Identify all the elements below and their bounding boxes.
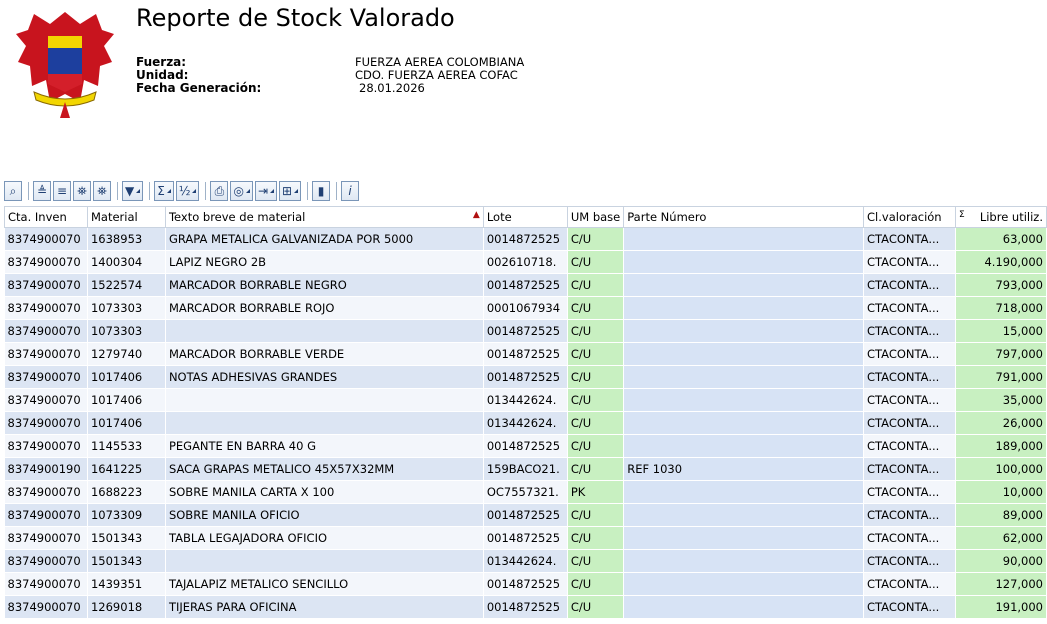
toolbar-separator — [28, 182, 29, 200]
cell-cl-valoracion[interactable]: CTACONTA... — [864, 366, 956, 389]
cell-lote[interactable]: 002610718. — [483, 251, 567, 274]
cell-cta-inven[interactable]: 8374900070 — [5, 527, 88, 550]
cell-material[interactable]: 1073303 — [87, 320, 165, 343]
cell-lote[interactable]: 0014872525 — [483, 343, 567, 366]
cell-libre-utiliz[interactable]: 4.190,000 — [955, 251, 1046, 274]
cell-um-base[interactable]: C/U — [567, 366, 623, 389]
cell-lote[interactable]: OC7557321. — [483, 481, 567, 504]
table-row[interactable] — [5, 297, 1047, 320]
cell-cl-valoracion[interactable]: CTACONTA... — [864, 228, 956, 251]
cell-um-base[interactable]: C/U — [567, 412, 623, 435]
table-row[interactable] — [5, 504, 1047, 527]
cell-material[interactable]: 1501343 — [87, 550, 165, 573]
sum-icon[interactable]: Σ — [154, 181, 174, 201]
table-row[interactable] — [5, 550, 1047, 573]
table-row[interactable] — [5, 274, 1047, 297]
report-title: Reporte de Stock Valorado — [136, 4, 455, 32]
cell-um-base[interactable]: C/U — [567, 389, 623, 412]
cell-lote[interactable]: 0014872525 — [483, 435, 567, 458]
table-row[interactable] — [5, 389, 1047, 412]
toolbar-separator — [117, 182, 118, 200]
cell-lote[interactable]: 013442624. — [483, 550, 567, 573]
cell-um-base[interactable]: C/U — [567, 596, 623, 619]
cell-cta-inven[interactable]: 8374900190 — [5, 458, 88, 481]
cell-cl-valoracion[interactable]: CTACONTA... — [864, 343, 956, 366]
cell-um-base[interactable]: C/U — [567, 343, 623, 366]
cell-parte-numero[interactable] — [624, 389, 864, 412]
cell-cta-inven[interactable]: 8374900070 — [5, 573, 88, 596]
cell-material[interactable]: 1073303 — [87, 297, 165, 320]
cell-lote[interactable]: 0014872525 — [483, 366, 567, 389]
cell-parte-numero[interactable] — [624, 297, 864, 320]
cell-parte-numero[interactable] — [624, 527, 864, 550]
chart-icon[interactable]: ▮ — [312, 181, 330, 201]
table-row[interactable] — [5, 435, 1047, 458]
cell-cta-inven[interactable]: 8374900070 — [5, 366, 88, 389]
cell-cta-inven[interactable]: 8374900070 — [5, 481, 88, 504]
toolbar-separator — [149, 182, 150, 200]
table-row[interactable] — [5, 366, 1047, 389]
table-row[interactable] — [5, 343, 1047, 366]
cell-texto-breve[interactable] — [165, 320, 483, 343]
cell-texto-breve[interactable] — [165, 389, 483, 412]
cell-lote[interactable]: 0001067934 — [483, 297, 567, 320]
meta-row-fecha — [136, 82, 524, 95]
col-parte-numero[interactable]: Parte Número — [624, 207, 864, 228]
stock-table — [4, 206, 1047, 619]
report-header — [0, 0, 1047, 175]
cell-libre-utiliz[interactable]: 62,000 — [955, 527, 1046, 550]
cell-cl-valoracion[interactable]: CTACONTA... — [864, 389, 956, 412]
filter-icon[interactable]: ▼ — [122, 181, 143, 201]
cell-lote[interactable]: 159BACO21. — [483, 458, 567, 481]
col-texto-breve-label: Texto breve de material — [168, 210, 306, 224]
toolbar-separator — [336, 182, 337, 200]
cell-material[interactable]: 1641225 — [87, 458, 165, 481]
table-row[interactable] — [5, 596, 1047, 619]
cell-cta-inven[interactable]: 8374900070 — [5, 435, 88, 458]
cell-libre-utiliz[interactable]: 15,000 — [955, 320, 1046, 343]
meta-label: Fuerza: — [136, 55, 187, 69]
cell-cta-inven[interactable]: 8374900070 — [5, 320, 88, 343]
alv-toolbar — [4, 178, 1044, 204]
col-lote[interactable]: Lote — [483, 207, 567, 228]
info-icon[interactable]: i — [341, 181, 359, 201]
cell-material[interactable]: 1400304 — [87, 251, 165, 274]
details-icon[interactable]: ⌕ — [4, 181, 22, 201]
table-body — [5, 228, 1047, 619]
cell-libre-utiliz[interactable]: 100,000 — [955, 458, 1046, 481]
cell-lote[interactable]: 0014872525 — [483, 504, 567, 527]
cell-cta-inven[interactable]: 8374900070 — [5, 251, 88, 274]
cell-libre-utiliz[interactable]: 797,000 — [955, 343, 1046, 366]
cell-um-base[interactable]: C/U — [567, 251, 623, 274]
cell-libre-utiliz[interactable]: 127,000 — [955, 573, 1046, 596]
cell-libre-utiliz[interactable]: 793,000 — [955, 274, 1046, 297]
cell-libre-utiliz[interactable]: 26,000 — [955, 412, 1046, 435]
cell-material[interactable]: 1017406 — [87, 412, 165, 435]
cell-cl-valoracion[interactable]: CTACONTA... — [864, 458, 956, 481]
cell-cta-inven[interactable]: 8374900070 — [5, 228, 88, 251]
cell-libre-utiliz[interactable]: 10,000 — [955, 481, 1046, 504]
cell-parte-numero[interactable] — [624, 412, 864, 435]
sort-ascending-indicator-icon: ▲ — [472, 210, 480, 220]
cell-texto-breve[interactable]: TIJERAS PARA OFICINA — [165, 596, 483, 619]
cell-material[interactable]: 1145533 — [87, 435, 165, 458]
cell-cl-valoracion[interactable]: CTACONTA... — [864, 481, 956, 504]
cell-um-base[interactable]: C/U — [567, 435, 623, 458]
cell-material[interactable]: 1501343 — [87, 527, 165, 550]
cell-cta-inven[interactable]: 8374900070 — [5, 504, 88, 527]
cell-parte-numero[interactable] — [624, 504, 864, 527]
cell-parte-numero[interactable] — [624, 320, 864, 343]
table-header-row — [5, 207, 1047, 228]
cell-cta-inven[interactable]: 8374900070 — [5, 389, 88, 412]
cell-texto-breve[interactable] — [165, 412, 483, 435]
air-force-crest-logo — [10, 6, 120, 124]
cell-libre-utiliz[interactable]: 35,000 — [955, 389, 1046, 412]
meta-value: CDO. FUERZA AEREA COFAC — [355, 68, 518, 82]
cell-material[interactable]: 1279740 — [87, 343, 165, 366]
cell-libre-utiliz[interactable]: 791,000 — [955, 366, 1046, 389]
cell-parte-numero[interactable] — [624, 228, 864, 251]
cell-lote[interactable]: 0014872525 — [483, 228, 567, 251]
cell-lote[interactable]: 0014872525 — [483, 527, 567, 550]
cell-libre-utiliz[interactable]: 718,000 — [955, 297, 1046, 320]
cell-cl-valoracion[interactable]: CTACONTA... — [864, 251, 956, 274]
cell-parte-numero[interactable] — [624, 596, 864, 619]
cell-um-base[interactable]: C/U — [567, 504, 623, 527]
meta-value: 28.01.2026 — [359, 81, 425, 95]
cell-parte-numero[interactable] — [624, 435, 864, 458]
cell-material[interactable]: 1017406 — [87, 366, 165, 389]
cell-texto-breve[interactable]: MARCADOR BORRABLE VERDE — [165, 343, 483, 366]
meta-value: FUERZA AEREA COLOMBIANA — [355, 55, 525, 69]
cell-texto-breve[interactable]: GRAPA METALICA GALVANIZADA POR 5000 — [165, 228, 483, 251]
cell-texto-breve[interactable]: NOTAS ADHESIVAS GRANDES — [165, 366, 483, 389]
cell-texto-breve[interactable]: MARCADOR BORRABLE ROJO — [165, 297, 483, 320]
col-texto-breve[interactable] — [165, 207, 483, 228]
cell-texto-breve[interactable]: TABLA LEGAJADORA OFICIO — [165, 527, 483, 550]
cell-cl-valoracion[interactable]: CTACONTA... — [864, 504, 956, 527]
table-row[interactable] — [5, 412, 1047, 435]
cell-parte-numero[interactable] — [624, 366, 864, 389]
cell-texto-breve[interactable]: MARCADOR BORRABLE NEGRO — [165, 274, 483, 297]
col-cl-valoracion[interactable]: Cl.valoración — [864, 207, 956, 228]
layout-icon[interactable]: ⊞ — [279, 181, 301, 201]
cell-lote[interactable]: 013442624. — [483, 389, 567, 412]
find-next-icon[interactable]: ⛯ — [93, 181, 111, 201]
cell-parte-numero[interactable] — [624, 550, 864, 573]
table-row[interactable] — [5, 458, 1047, 481]
cell-parte-numero[interactable] — [624, 481, 864, 504]
cell-um-base[interactable]: PK — [567, 481, 623, 504]
cell-texto-breve[interactable]: SACA GRAPAS METALICO 45X57X32MM — [165, 458, 483, 481]
sort-descending-icon[interactable]: ≡ — [53, 181, 71, 201]
cell-parte-numero[interactable] — [624, 573, 864, 596]
cell-um-base[interactable]: C/U — [567, 297, 623, 320]
cell-cl-valoracion[interactable]: CTACONTA... — [864, 435, 956, 458]
cell-cta-inven[interactable]: 8374900070 — [5, 297, 88, 320]
cell-um-base[interactable]: C/U — [567, 527, 623, 550]
cell-um-base[interactable]: C/U — [567, 458, 623, 481]
cell-um-base[interactable]: C/U — [567, 274, 623, 297]
meta-label: Unidad: — [136, 68, 189, 82]
cell-lote[interactable]: 0014872525 — [483, 573, 567, 596]
cell-parte-numero[interactable]: REF 1030 — [624, 458, 864, 481]
cell-material[interactable]: 1439351 — [87, 573, 165, 596]
find-icon[interactable]: ⛯ — [73, 181, 91, 201]
table-row[interactable] — [5, 228, 1047, 251]
cell-libre-utiliz[interactable]: 191,000 — [955, 596, 1046, 619]
cell-lote[interactable]: 0014872525 — [483, 320, 567, 343]
toolbar-separator — [205, 182, 206, 200]
cell-libre-utiliz[interactable]: 63,000 — [955, 228, 1046, 251]
col-libre-utiliz[interactable] — [955, 207, 1046, 228]
cell-cl-valoracion[interactable]: CTACONTA... — [864, 596, 956, 619]
cell-texto-breve[interactable]: SOBRE MANILA OFICIO — [165, 504, 483, 527]
cell-material[interactable]: 1638953 — [87, 228, 165, 251]
cell-parte-numero[interactable] — [624, 251, 864, 274]
cell-cta-inven[interactable]: 8374900070 — [5, 343, 88, 366]
col-libre-utiliz-label: Libre utiliz. — [979, 210, 1043, 224]
cell-texto-breve[interactable]: LAPIZ NEGRO 2B — [165, 251, 483, 274]
meta-label: Fecha Generación: — [136, 81, 262, 95]
col-um-base[interactable]: UM base — [567, 207, 623, 228]
cell-texto-breve[interactable]: PEGANTE EN BARRA 40 G — [165, 435, 483, 458]
cell-cta-inven[interactable]: 8374900070 — [5, 596, 88, 619]
cell-material[interactable]: 1073309 — [87, 504, 165, 527]
cell-cta-inven[interactable]: 8374900070 — [5, 274, 88, 297]
cell-libre-utiliz[interactable]: 189,000 — [955, 435, 1046, 458]
table-row[interactable] — [5, 320, 1047, 343]
sum-indicator-icon: Σ — [958, 210, 965, 220]
cell-lote[interactable]: 0014872525 — [483, 596, 567, 619]
cell-lote[interactable]: 013442624. — [483, 412, 567, 435]
cell-cta-inven[interactable]: 8374900070 — [5, 412, 88, 435]
cell-texto-breve[interactable]: TAJALAPIZ METALICO SENCILLO — [165, 573, 483, 596]
cell-cl-valoracion[interactable]: CTACONTA... — [864, 412, 956, 435]
cell-cl-valoracion[interactable]: CTACONTA... — [864, 573, 956, 596]
cell-texto-breve[interactable] — [165, 550, 483, 573]
report-meta — [136, 56, 524, 95]
cell-material[interactable]: 1688223 — [87, 481, 165, 504]
cell-um-base[interactable]: C/U — [567, 228, 623, 251]
cell-cl-valoracion[interactable]: CTACONTA... — [864, 550, 956, 573]
cell-um-base[interactable]: C/U — [567, 550, 623, 573]
cell-parte-numero[interactable] — [624, 274, 864, 297]
cell-material[interactable]: 1522574 — [87, 274, 165, 297]
toolbar-separator — [307, 182, 308, 200]
col-cta-inven[interactable]: Cta. Inven — [5, 207, 88, 228]
export-icon[interactable]: ⇥ — [255, 181, 277, 201]
print-icon[interactable]: ⎙ — [210, 181, 228, 201]
cell-material[interactable]: 1017406 — [87, 389, 165, 412]
cell-um-base[interactable]: C/U — [567, 573, 623, 596]
subtotal-icon[interactable]: ½ — [176, 181, 200, 201]
cell-material[interactable]: 1269018 — [87, 596, 165, 619]
table-row[interactable] — [5, 573, 1047, 596]
cell-texto-breve[interactable]: SOBRE MANILA CARTA X 100 — [165, 481, 483, 504]
table-row[interactable] — [5, 527, 1047, 550]
col-material[interactable]: Material — [87, 207, 165, 228]
cell-cl-valoracion[interactable]: CTACONTA... — [864, 274, 956, 297]
cell-parte-numero[interactable] — [624, 343, 864, 366]
cell-libre-utiliz[interactable]: 90,000 — [955, 550, 1046, 573]
cell-cta-inven[interactable]: 8374900070 — [5, 550, 88, 573]
table-row[interactable] — [5, 481, 1047, 504]
views-icon[interactable]: ◎ — [230, 181, 252, 201]
cell-libre-utiliz[interactable]: 89,000 — [955, 504, 1046, 527]
cell-cl-valoracion[interactable]: CTACONTA... — [864, 297, 956, 320]
cell-cl-valoracion[interactable]: CTACONTA... — [864, 320, 956, 343]
cell-um-base[interactable]: C/U — [567, 320, 623, 343]
table-row[interactable] — [5, 251, 1047, 274]
cell-lote[interactable]: 0014872525 — [483, 274, 567, 297]
cell-cl-valoracion[interactable]: CTACONTA... — [864, 527, 956, 550]
sort-ascending-icon[interactable]: ≜ — [33, 181, 51, 201]
